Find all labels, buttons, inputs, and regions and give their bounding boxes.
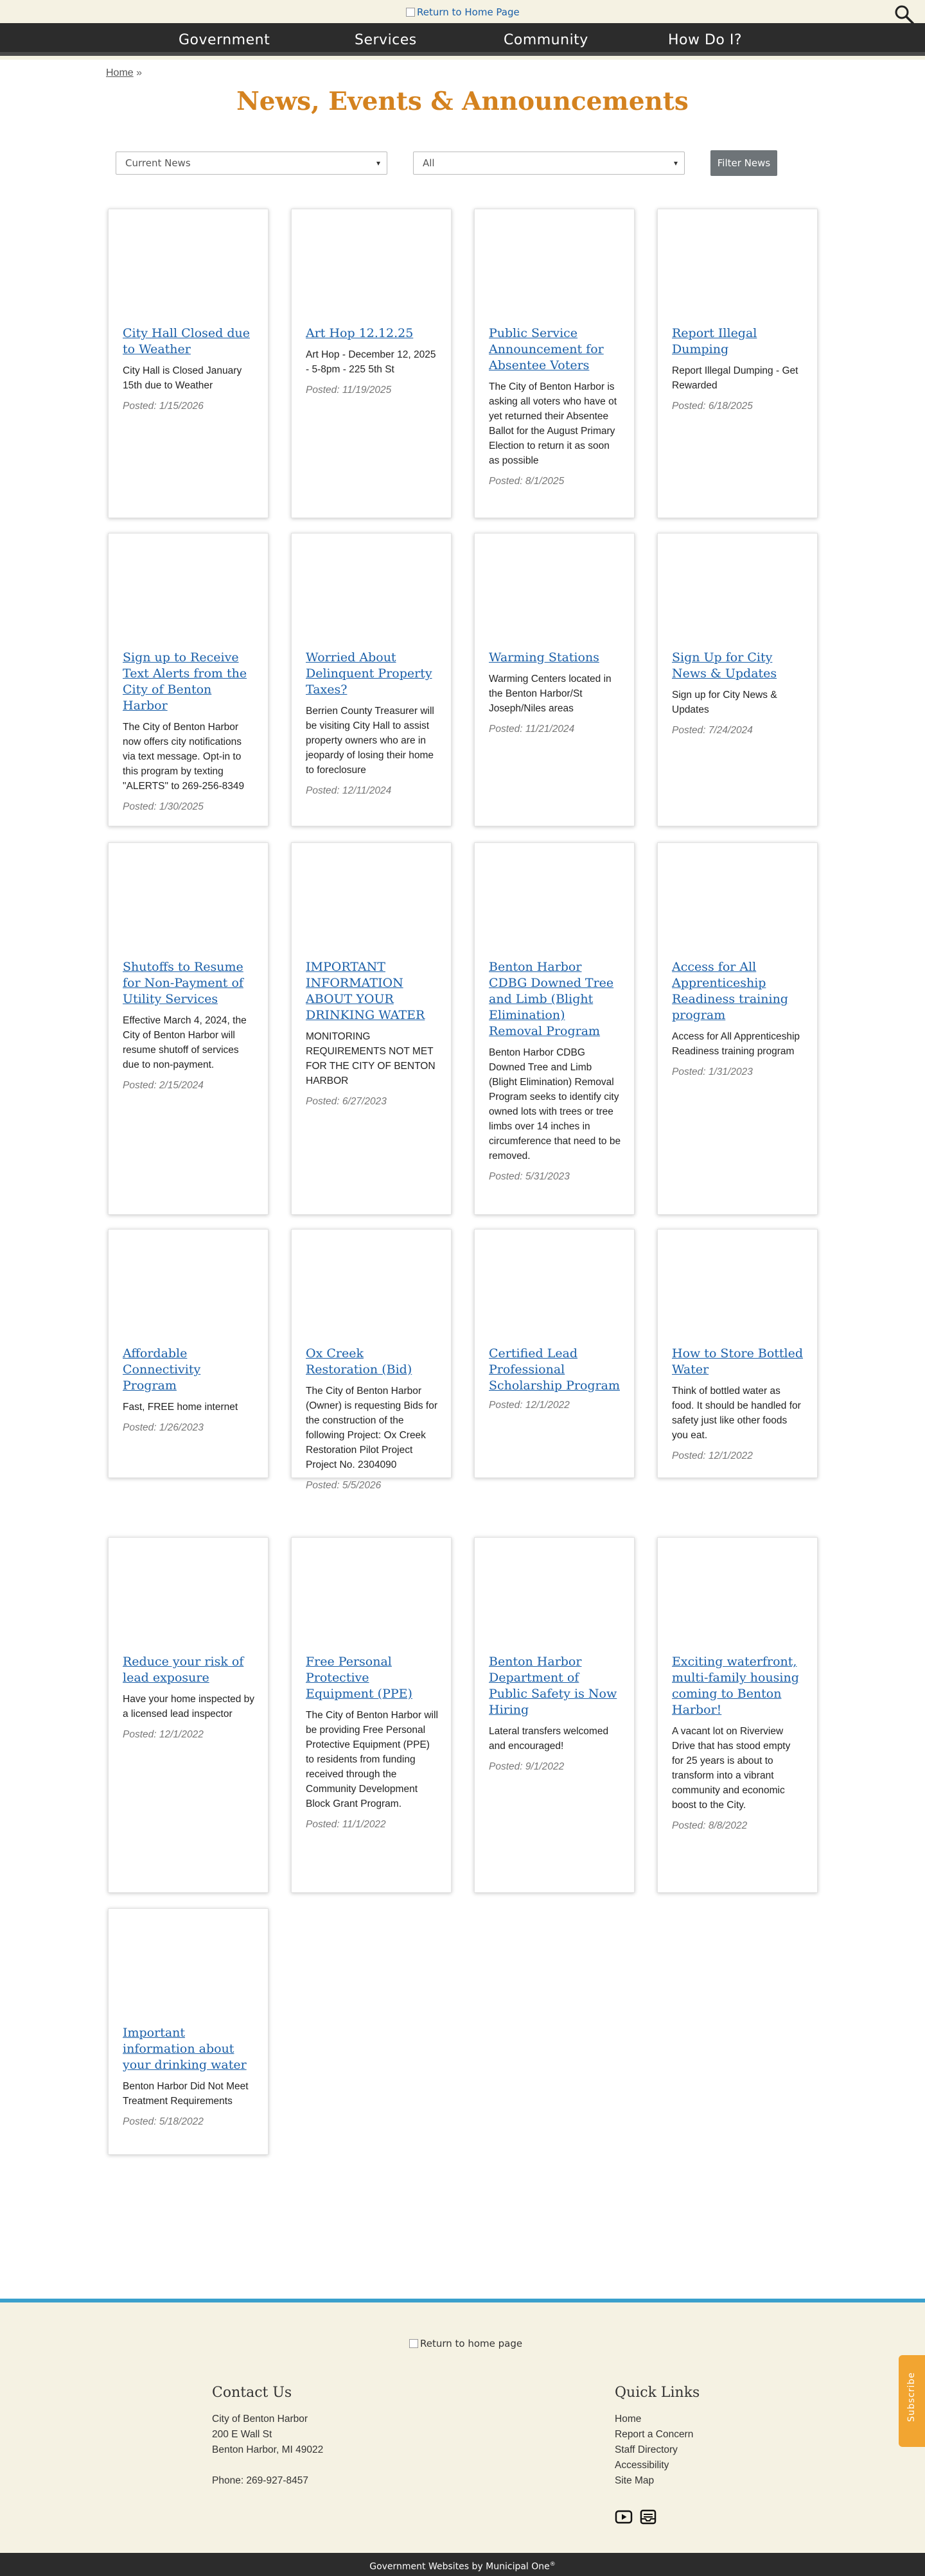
contact-name: City of Benton Harbor bbox=[212, 2414, 308, 2424]
home-logo-link[interactable] bbox=[406, 6, 520, 18]
page-title: News, Events & Announcements bbox=[236, 87, 689, 116]
news-card-desc: Lateral transfers welcomed and encouraged! bbox=[489, 1726, 609, 1752]
news-card-title[interactable]: Access for All Apprenticeship Readiness training program bbox=[672, 960, 788, 1022]
credit-link[interactable]: Government Websites by Municipal One bbox=[369, 2561, 550, 2572]
news-card-desc: The City of Benton Harbor now offers city notifications via text message. Opt-in to this program by texting "ALERTS" to 269-256-8349 bbox=[123, 722, 245, 792]
category-select-value: Current News bbox=[125, 157, 191, 169]
news-card-desc: Sign up for City News & Updates bbox=[672, 690, 777, 715]
news-card bbox=[108, 1229, 269, 1478]
news-card-desc: Benton Harbor Did Not Meet Treatment Requirements bbox=[123, 2081, 249, 2107]
category-select[interactable] bbox=[116, 152, 387, 175]
nav-item-government[interactable]: Government bbox=[179, 32, 270, 48]
broken-image-icon bbox=[406, 8, 415, 17]
news-card-date: Posted: 5/18/2022 bbox=[123, 2116, 204, 2127]
top-bar bbox=[0, 0, 925, 23]
news-card-title[interactable]: Art Hop 12.12.25 bbox=[306, 326, 414, 340]
news-card-title[interactable]: IMPORTANT INFORMATION ABOUT YOUR DRINKING WATER bbox=[306, 960, 425, 1022]
news-card bbox=[291, 842, 452, 1215]
news-card-date: Posted: 5/31/2023 bbox=[489, 1171, 570, 1182]
footer-link-staff-directory[interactable]: Staff Directory bbox=[615, 2444, 678, 2455]
news-card-desc: Fast, FREE home internet bbox=[123, 1402, 238, 1413]
news-card-desc: Berrien County Treasurer will be visiting City Hall to assist property owners who are in jeopardy of losing their home to foreclosure bbox=[306, 706, 434, 776]
news-card-title[interactable]: Affordable Connectivity Program bbox=[123, 1346, 201, 1393]
news-card bbox=[291, 1537, 452, 1893]
subcategory-select[interactable] bbox=[413, 152, 685, 175]
footer-link-home[interactable]: Home bbox=[615, 2414, 642, 2424]
news-card bbox=[657, 533, 818, 826]
news-card bbox=[474, 1537, 635, 1893]
news-card-desc: The City of Benton Harbor will be providing Free Personal Protective Equipment (PPE) to residents from funding received through the Community Development Block Grant Program. bbox=[306, 1710, 438, 1809]
main-nav bbox=[0, 23, 925, 56]
news-card bbox=[474, 1229, 635, 1478]
breadcrumb bbox=[106, 67, 142, 79]
news-card-title[interactable]: Report Illegal Dumping bbox=[672, 326, 757, 356]
news-card-title[interactable]: Reduce your risk of lead exposure bbox=[123, 1655, 244, 1685]
contact-address bbox=[212, 2412, 323, 2458]
registered-mark: ® bbox=[549, 2561, 556, 2568]
news-card-desc: Warming Centers located in the Benton Harbor/St Joseph/Niles areas bbox=[489, 674, 612, 714]
news-card-desc: Think of bottled water as food. It should be handled for safety just like other foods you eat. bbox=[672, 1386, 801, 1441]
news-card bbox=[108, 533, 269, 826]
news-card-date: Posted: 7/24/2024 bbox=[672, 725, 753, 736]
news-card-desc: The City of Benton Harbor (Owner) is requesting Bids for the construction of the following Project: Ox Creek Restoration Pilot Project Project No. 2304090 bbox=[306, 1386, 438, 1470]
news-card-title[interactable]: Public Service Announcement for Absentee Voters bbox=[489, 326, 604, 372]
news-card bbox=[108, 209, 269, 518]
news-card-title[interactable]: Free Personal Protective Equipment (PPE) bbox=[306, 1655, 412, 1701]
news-card-date: Posted: 12/1/2022 bbox=[672, 1450, 753, 1461]
subscribe-tab[interactable] bbox=[899, 2355, 925, 2447]
home-logo-alt: Return to Home Page bbox=[417, 6, 520, 18]
news-card bbox=[108, 1908, 269, 2155]
news-card bbox=[657, 842, 818, 1215]
news-card-title[interactable]: Exciting waterfront, multi-family housing coming to Benton Harbor! bbox=[672, 1655, 799, 1717]
news-card-desc: A vacant lot on Riverview Drive that has stood empty for 25 years is about to transform into a vibrant community and economic boost to the City. bbox=[672, 1726, 791, 1811]
news-card-title[interactable]: Shutoffs to Resume for Non-Payment of Utility Services bbox=[123, 960, 243, 1006]
news-card-title[interactable]: Benton Harbor Department of Public Safety is Now Hiring bbox=[489, 1655, 617, 1717]
news-card-title[interactable]: Certified Lead Professional Scholarship Program bbox=[489, 1346, 620, 1393]
youtube-button[interactable] bbox=[615, 2508, 634, 2527]
quick-links-list bbox=[615, 2412, 693, 2489]
news-card-desc: Art Hop - December 12, 2025 - 5-8pm - 225 5th St bbox=[306, 349, 436, 375]
nav-item-services[interactable]: Services bbox=[355, 32, 417, 48]
news-card-date: Posted: 8/8/2022 bbox=[672, 1820, 748, 1831]
news-card bbox=[474, 842, 635, 1215]
contact-city: Benton Harbor, MI 49022 bbox=[212, 2444, 324, 2455]
subcategory-select-value: All bbox=[423, 157, 435, 169]
bottom-credit-bar bbox=[0, 2553, 925, 2576]
news-card-date: Posted: 11/1/2022 bbox=[306, 1819, 386, 1830]
news-card-desc: Effective March 4, 2024, the City of Benton Harbor will resume shutoff of services due to non-payment. bbox=[123, 1015, 247, 1070]
news-card-date: Posted: 12/11/2024 bbox=[306, 785, 392, 796]
inbox-icon bbox=[639, 2508, 657, 2526]
news-card bbox=[291, 533, 452, 826]
contact-heading: Contact Us bbox=[212, 2385, 292, 2401]
youtube-icon bbox=[615, 2508, 633, 2526]
news-card-desc: MONITORING REQUIREMENTS NOT MET FOR THE CITY OF BENTON HARBOR bbox=[306, 1031, 436, 1086]
footer-home-logo-link[interactable] bbox=[409, 2338, 522, 2349]
news-card bbox=[657, 1229, 818, 1478]
news-card-date: Posted: 1/30/2025 bbox=[123, 801, 204, 812]
news-card-title[interactable]: Warming Stations bbox=[489, 650, 599, 665]
news-card-desc: Report Illegal Dumping - Get Rewarded bbox=[672, 365, 798, 391]
news-card-date: Posted: 9/1/2022 bbox=[489, 1761, 565, 1772]
nav-item-how-do-i[interactable]: How Do I? bbox=[668, 32, 743, 48]
news-card-desc: Access for All Apprenticeship Readiness training program bbox=[672, 1031, 800, 1057]
news-card-desc: Benton Harbor CDBG Downed Tree and Limb (Blight Elimination) Removal Program seeks to identify city owned lots with trees or tree limbs over 14 inches in circumference that need to be removed. bbox=[489, 1047, 621, 1162]
nav-item-community[interactable]: Community bbox=[504, 32, 588, 48]
news-card-title[interactable]: Worried About Delinquent Property Taxes? bbox=[306, 650, 432, 697]
news-card-date: Posted: 11/21/2024 bbox=[489, 724, 575, 735]
broken-image-icon bbox=[409, 2339, 418, 2348]
news-card-title[interactable]: Ox Creek Restoration (Bid) bbox=[306, 1346, 412, 1377]
news-card-date: Posted: 6/18/2025 bbox=[672, 401, 753, 412]
breadcrumb-home-link[interactable]: Home bbox=[106, 67, 134, 78]
news-card-title[interactable]: Sign Up for City News & Updates bbox=[672, 650, 777, 681]
news-card bbox=[108, 842, 269, 1215]
footer-logo-alt: Return to home page bbox=[420, 2338, 523, 2349]
news-card-date: Posted: 8/1/2025 bbox=[489, 476, 565, 487]
chevron-down-icon: ▾ bbox=[673, 159, 678, 168]
news-card-date: Posted: 6/27/2023 bbox=[306, 1096, 387, 1107]
news-card-title[interactable]: Benton Harbor CDBG Downed Tree and Limb (Blight Elimination) Removal Program bbox=[489, 960, 614, 1038]
news-card-title[interactable]: City Hall Closed due to Weather bbox=[123, 326, 251, 356]
footer-link-accessibility[interactable]: Accessibility bbox=[615, 2460, 669, 2471]
filter-news-button[interactable]: Filter News bbox=[710, 150, 777, 176]
news-card bbox=[657, 1537, 818, 1893]
news-card-date: Posted: 1/15/2026 bbox=[123, 401, 204, 412]
breadcrumb-separator: » bbox=[136, 67, 143, 78]
news-card-date: Posted: 1/26/2023 bbox=[123, 1422, 204, 1433]
news-card-date: Posted: 2/15/2024 bbox=[123, 1080, 204, 1091]
news-card-title[interactable]: Important information about your drinking water bbox=[123, 2026, 247, 2072]
news-card-date: Posted: 12/1/2022 bbox=[489, 1400, 570, 1411]
news-card bbox=[474, 209, 635, 518]
footer-link-report-concern[interactable]: Report a Concern bbox=[615, 2429, 694, 2440]
news-card bbox=[291, 1229, 452, 1491]
news-card bbox=[474, 533, 635, 826]
news-card bbox=[657, 209, 818, 518]
news-card-desc: City Hall is Closed January 15th due to Weather bbox=[123, 365, 242, 391]
site-footer bbox=[0, 2302, 925, 2553]
inbox-button[interactable] bbox=[639, 2508, 658, 2527]
footer-link-site-map[interactable]: Site Map bbox=[615, 2475, 655, 2486]
news-card-date: Posted: 12/1/2022 bbox=[123, 1729, 204, 1740]
quick-links-heading: Quick Links bbox=[615, 2385, 700, 2401]
news-card-desc: Have your home inspected by a licensed lead inspector bbox=[123, 1694, 255, 1719]
news-card-desc: The City of Benton Harbor is asking all voters who have ot yet returned their Absentee Ballot for the August Primary Election to return it as soon as possible bbox=[489, 381, 617, 466]
news-card bbox=[291, 209, 452, 518]
news-card-date: Posted: 11/19/2025 bbox=[306, 385, 392, 396]
subscribe-label: Subscribe bbox=[906, 2372, 917, 2422]
contact-street: 200 E Wall St bbox=[212, 2429, 272, 2440]
chevron-down-icon: ▾ bbox=[376, 159, 380, 168]
news-card-title[interactable]: How to Store Bottled Water bbox=[672, 1346, 804, 1377]
news-card-date: Posted: 5/5/2026 bbox=[306, 1480, 382, 1491]
contact-phone: Phone: 269-927-8457 bbox=[212, 2475, 308, 2486]
news-card-title[interactable]: Sign up to Receive Text Alerts from the City of Benton Harbor bbox=[123, 650, 247, 713]
news-card-date: Posted: 1/31/2023 bbox=[672, 1066, 753, 1077]
news-card bbox=[108, 1537, 269, 1893]
